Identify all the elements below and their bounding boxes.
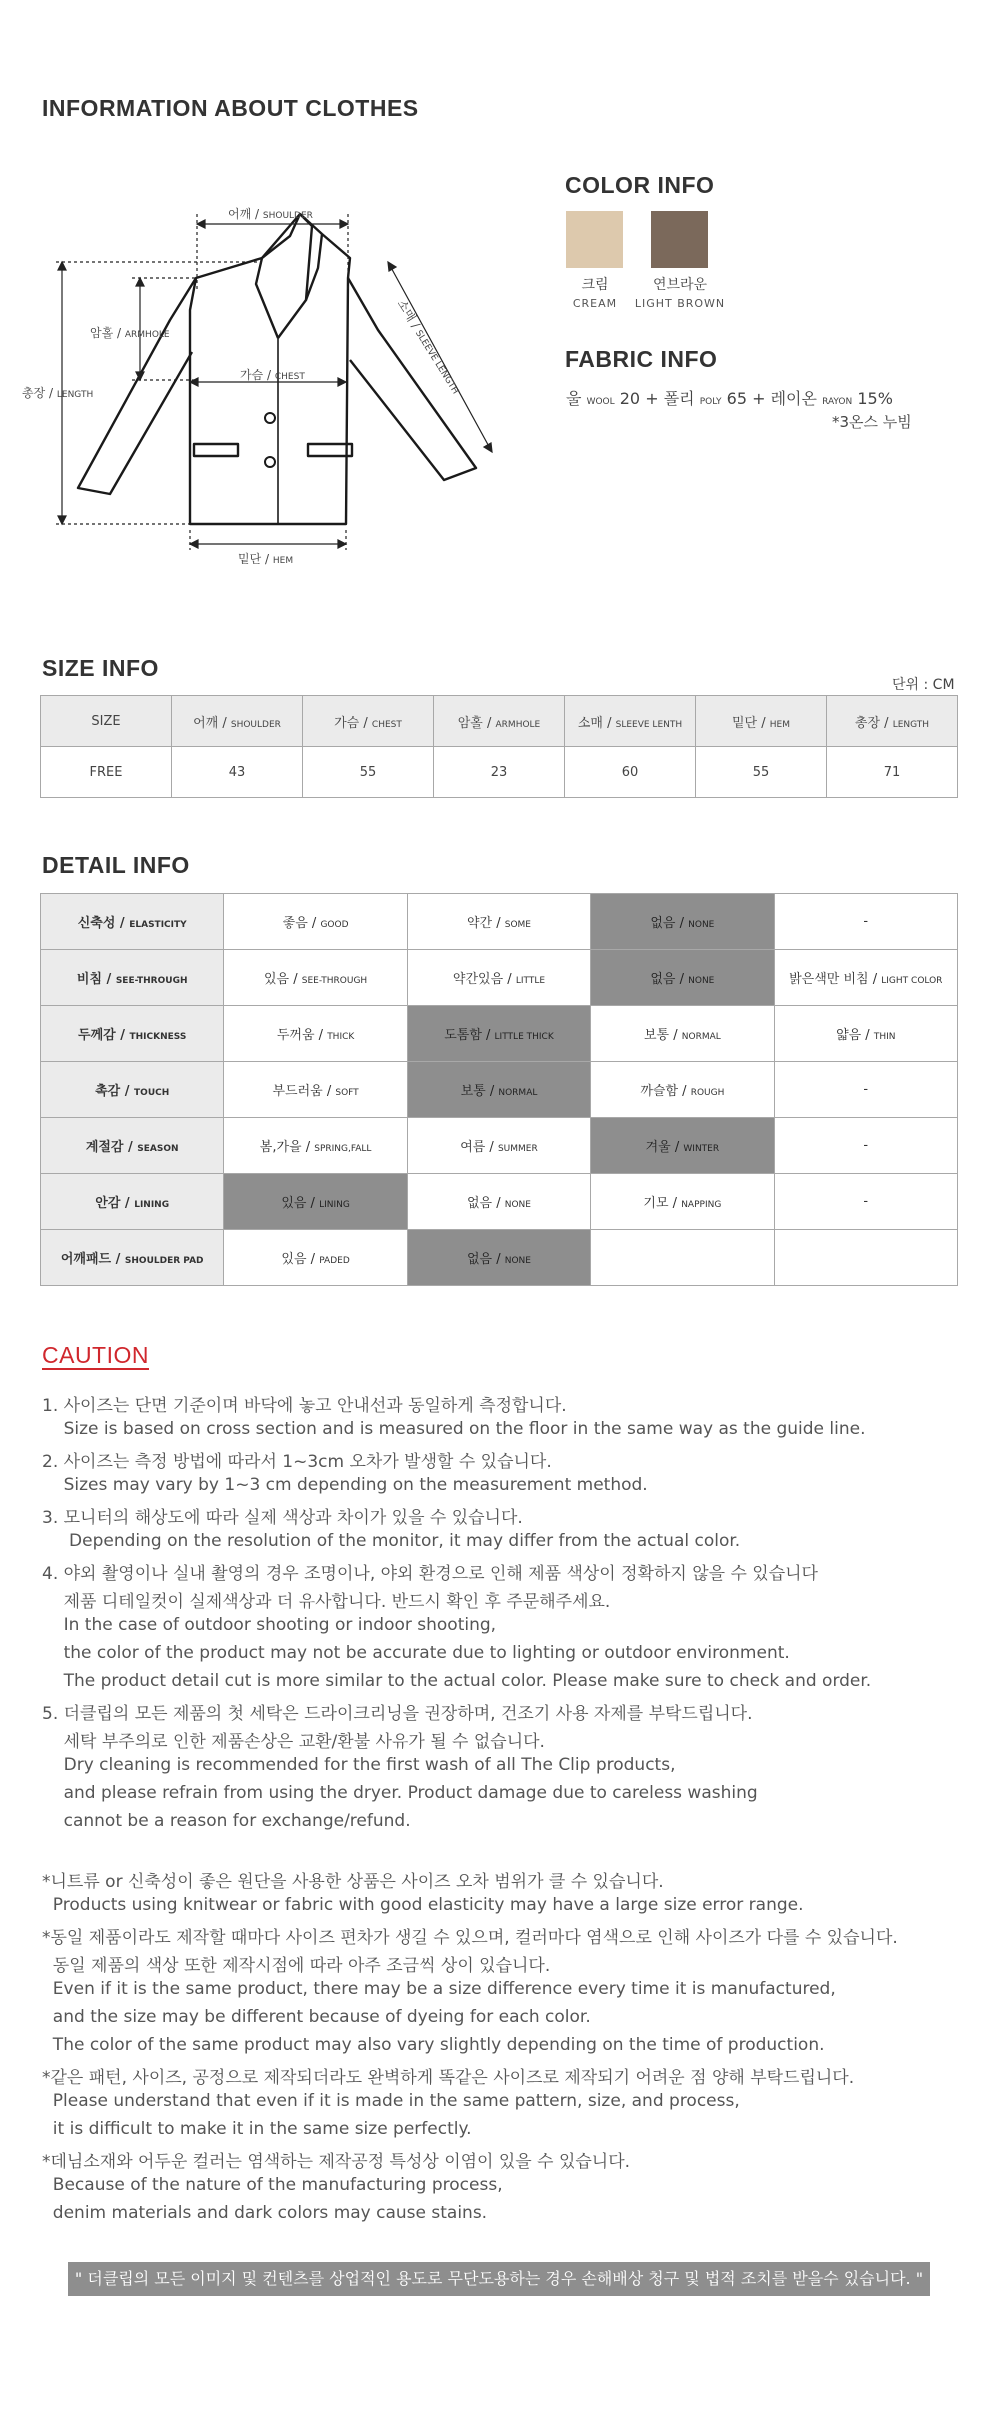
detail-cell: [774, 1230, 957, 1286]
detail-table: [40, 893, 958, 1286]
label-length: 총장 / LENGTH: [22, 386, 94, 400]
detail-row: [41, 1118, 958, 1174]
detail-cell-selected: 없음 / NONE: [407, 1230, 590, 1286]
caution-line: denim materials and dark colors may cause stains.: [42, 2203, 488, 2223]
detail-cell-selected: 보통 / NORMAL: [407, 1062, 590, 1118]
caution-line: The color of the same product may also vary slightly depending on the time of production.: [42, 2035, 825, 2055]
jacket-illustration: [0, 0, 540, 580]
detail-label-cell: 계절감 / SEASON: [41, 1118, 224, 1174]
fabric-composition: 울 WOOL 20 + 폴리 POLY 65 + 레이온 RAYON 15%: [566, 389, 893, 408]
size-value-cell: FREE: [41, 747, 172, 798]
size-table-row: [41, 747, 958, 798]
detail-cell: 기모 / NAPPING: [591, 1174, 774, 1230]
caution-line: In the case of outdoor shooting or indoor shooting,: [42, 1615, 497, 1635]
detail-row: [41, 1230, 958, 1286]
caution-line: Size is based on cross section and is measured on the floor in the same way as the guide line.: [42, 1419, 866, 1439]
caution-line: *같은 패턴, 사이즈, 공정으로 제작되더라도 완벽하게 똑같은 사이즈로 제작되기 어려운 점 양해 부탁드립니다.: [42, 2068, 855, 2088]
detail-cell: -: [774, 894, 957, 950]
detail-row: [41, 1006, 958, 1062]
caution-line: and please refrain from using the dryer. Product damage due to careless washing: [42, 1783, 758, 1803]
detail-row: [41, 1062, 958, 1118]
detail-cell-selected: 없음 / NONE: [591, 894, 774, 950]
detail-label-cell: 촉감 / TOUCH: [41, 1062, 224, 1118]
caution-line: *데님소재와 어두운 컬러는 염색하는 제작공정 특성상 이염이 있을 수 있습니다.: [42, 2152, 631, 2172]
size-header-cell: SIZE: [41, 696, 172, 747]
caution-line: *니트류 or 신축성이 좋은 원단을 사용한 상품은 사이즈 오차 범위가 클 수 있습니다.: [42, 1872, 664, 1892]
swatch-light-brown: [651, 211, 708, 268]
size-unit: 단위 : CM: [892, 677, 955, 693]
size-info-title: SIZE INFO: [42, 655, 159, 681]
detail-cell: 좋음 / GOOD: [224, 894, 407, 950]
caution-line: 4. 야외 촬영이나 실내 촬영의 경우 조명이나, 야외 환경으로 인해 제품 색상이 정확하지 않을 수 있습니다: [42, 1564, 818, 1584]
caution-title: CAUTION: [42, 1342, 149, 1368]
detail-cell: 얇음 / THIN: [774, 1006, 957, 1062]
detail-cell: 까슬함 / ROUGH: [591, 1062, 774, 1118]
size-header-cell: 총장 / LENGTH: [827, 696, 958, 747]
caution-line: Please understand that even if it is made in the same pattern, size, and process,: [42, 2091, 740, 2111]
caution-line: cannot be a reason for exchange/refund.: [42, 1811, 411, 1831]
label-hem: 밑단 / HEM: [238, 552, 294, 566]
caution-line: 3. 모니터의 해상도에 따라 실제 색상과 차이가 있을 수 있습니다.: [42, 1508, 523, 1528]
size-value-cell: 60: [565, 747, 696, 798]
size-header-cell: 소매 / SLEEVE LENTH: [565, 696, 696, 747]
caution-line: 제품 디테일컷이 실제색상과 더 유사합니다. 반드시 확인 후 주문해주세요.: [42, 1592, 611, 1612]
caution-line: Because of the nature of the manufacturing process,: [42, 2175, 503, 2195]
label-armhole: 암홀 / ARMHOLE: [90, 326, 170, 340]
size-header-cell: 어깨 / SHOULDER: [172, 696, 303, 747]
detail-cell: 두꺼움 / THICK: [224, 1006, 407, 1062]
swatch-cream-en: CREAM: [572, 297, 618, 310]
caution-line: the color of the product may not be accurate due to lighting or outdoor environment.: [42, 1643, 790, 1663]
caution-line: and the size may be different because of dyeing for each color.: [42, 2007, 591, 2027]
detail-cell-selected: 겨울 / WINTER: [591, 1118, 774, 1174]
button-bottom: [265, 457, 275, 467]
detail-cell: 약간 / SOME: [407, 894, 590, 950]
size-header-cell: 밑단 / HEM: [696, 696, 827, 747]
size-value-cell: 55: [303, 747, 434, 798]
detail-cell: 봄,가을 / SPRING,FALL: [224, 1118, 407, 1174]
detail-cell: [591, 1230, 774, 1286]
caution-line: The product detail cut is more similar to the actual color. Please make sure to check and order.: [42, 1671, 872, 1691]
button-top: [265, 413, 275, 423]
label-chest: 가슴 / CHEST: [240, 368, 305, 382]
detail-cell: -: [774, 1118, 957, 1174]
detail-cell: 있음 / PADED: [224, 1230, 407, 1286]
detail-cell: 없음 / NONE: [407, 1174, 590, 1230]
detail-cell: 여름 / SUMMER: [407, 1118, 590, 1174]
copyright-notice: " 더클립의 모든 이미지 및 컨텐츠를 상업적인 용도로 무단도용하는 경우 손해배상 청구 및 법적 조치를 받을수 있습니다. ": [68, 2262, 930, 2296]
size-header-cell: 가슴 / CHEST: [303, 696, 434, 747]
size-value-cell: 55: [696, 747, 827, 798]
caution-line: 5. 더클립의 모든 제품의 첫 세탁은 드라이크리닝을 권장하며, 건조기 사용 자제를 부탁드립니다.: [42, 1704, 753, 1724]
color-info-title: COLOR INFO: [565, 172, 715, 198]
caution-line: 세탁 부주의로 인한 제품손상은 교환/환불 사유가 될 수 없습니다.: [42, 1732, 545, 1752]
garment-diagram: [0, 0, 540, 580]
detail-label-cell: 비침 / SEE-THROUGH: [41, 950, 224, 1006]
caution-line: Even if it is the same product, there may be a size difference every time it is manufactured,: [42, 1979, 836, 1999]
swatch-cream-label: 크림: [581, 277, 609, 293]
size-value-cell: 23: [434, 747, 565, 798]
detail-label-cell: 안감 / LINING: [41, 1174, 224, 1230]
detail-cell-selected: 없음 / NONE: [591, 950, 774, 1006]
caution-line: 동일 제품의 색상 또한 제작시점에 따라 아주 조금씩 상이 있습니다.: [42, 1956, 551, 1976]
detail-cell: 약간있음 / LITTLE: [407, 950, 590, 1006]
caution-line: Depending on the resolution of the monitor, it may differ from the actual color.: [42, 1531, 741, 1551]
fabric-note: *3온스 누빔: [832, 413, 912, 431]
detail-cell: 보통 / NORMAL: [591, 1006, 774, 1062]
size-value-cell: 71: [827, 747, 958, 798]
detail-cell: 있음 / SEE-THROUGH: [224, 950, 407, 1006]
detail-cell: 밝은색만 비침 / LIGHT COLOR: [774, 950, 957, 1006]
label-sleeve: 소매 / SLEEVE LENGTH: [394, 297, 461, 397]
size-table: [40, 695, 958, 798]
detail-cell: 부드러움 / SOFT: [224, 1062, 407, 1118]
size-table-header: [41, 696, 958, 747]
detail-label-cell: 신축성 / ELASTICITY: [41, 894, 224, 950]
caution-line: *동일 제품이라도 제작할 때마다 사이즈 편차가 생길 수 있으며, 컬러마다 염색으로 인해 사이즈가 다를 수 있습니다.: [42, 1928, 898, 1948]
detail-label-cell: 두께감 / THICKNESS: [41, 1006, 224, 1062]
detail-row: [41, 950, 958, 1006]
detail-info-title: DETAIL INFO: [42, 852, 190, 878]
caution-line: Sizes may vary by 1~3 cm depending on the measurement method.: [42, 1475, 648, 1495]
swatch-light-brown-label: 연브라운: [652, 277, 708, 293]
size-header-cell: 암홀 / ARMHOLE: [434, 696, 565, 747]
caution-line: 2. 사이즈는 측정 방법에 따라서 1~3cm 오차가 발생할 수 있습니다.: [42, 1452, 552, 1472]
caution-line: Products using knitwear or fabric with good elasticity may have a large size error range.: [42, 1895, 804, 1915]
swatch-cream: [566, 211, 623, 268]
detail-row: [41, 894, 958, 950]
caution-line: 1. 사이즈는 단면 기준이며 바닥에 놓고 안내선과 동일하게 측정합니다.: [42, 1396, 567, 1416]
detail-cell-selected: 도톰함 / LITTLE THICK: [407, 1006, 590, 1062]
detail-cell-selected: 있음 / LINING: [224, 1174, 407, 1230]
swatch-light-brown-en: LIGHT BROWN: [634, 297, 726, 310]
detail-row: [41, 1174, 958, 1230]
label-shoulder: 어깨 / SHOULDER: [228, 207, 313, 221]
caution-line: it is difficult to make it in the same size perfectly.: [42, 2119, 472, 2139]
fabric-info-title: FABRIC INFO: [565, 346, 718, 372]
page-title: INFORMATION ABOUT CLOTHES: [42, 95, 419, 121]
detail-cell: -: [774, 1174, 957, 1230]
detail-label-cell: 어깨패드 / SHOULDER PAD: [41, 1230, 224, 1286]
caution-line: Dry cleaning is recommended for the first wash of all The Clip products,: [42, 1755, 676, 1775]
size-value-cell: 43: [172, 747, 303, 798]
detail-cell: -: [774, 1062, 957, 1118]
